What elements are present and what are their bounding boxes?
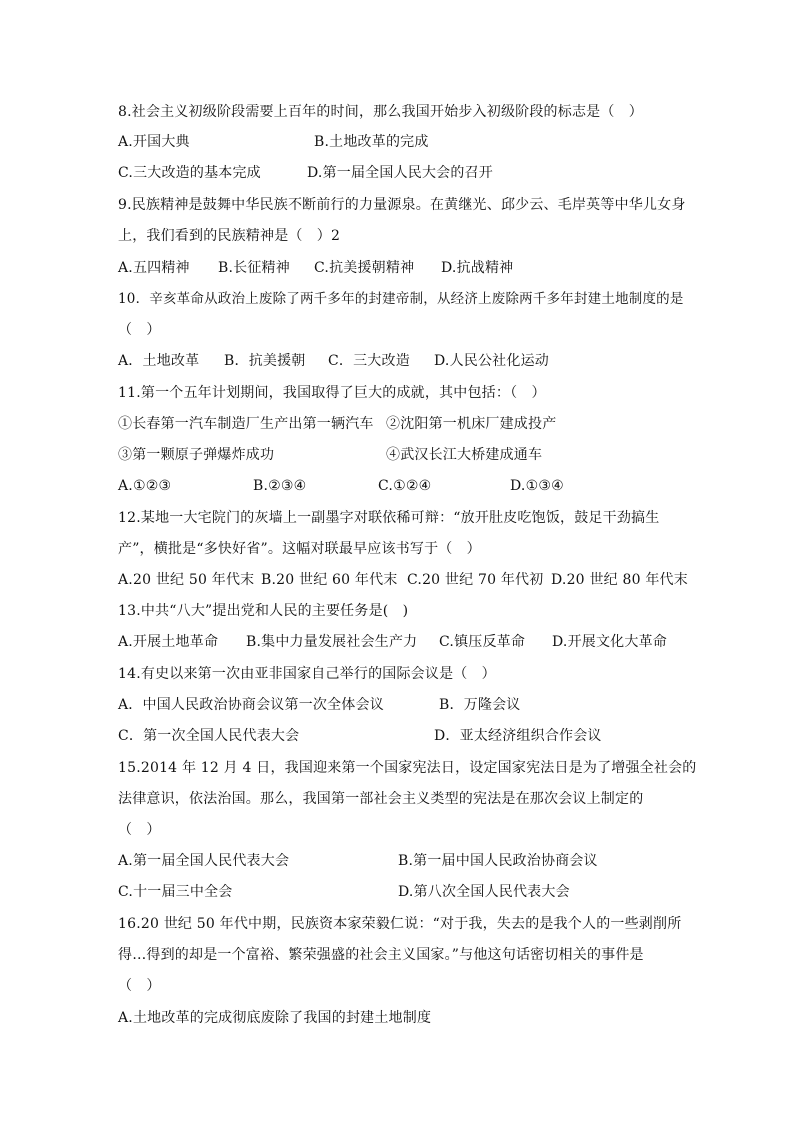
question-15-option-d: D.第八次全国人民代表大会 — [398, 884, 570, 900]
question-12-option-b: B.20 世纪 60 年代末 — [261, 572, 398, 588]
question-11-statement-1: ①长春第一汽车制造厂生产出第一辆汽车 — [118, 416, 374, 432]
question-15-stem-line-2: 法律意识，依法治国。那么，我国第一部社会主义类型的宪法是在那次会议上制定的 — [118, 791, 644, 807]
question-15-option-a: A.第一届全国人民代表大会 — [118, 853, 290, 869]
question-10-option-a: A．土地改革 — [118, 353, 200, 369]
question-8-options-row-1 — [118, 130, 698, 154]
question-11-option-d: D.①③④ — [510, 478, 564, 494]
question-15-options-row-2 — [118, 880, 698, 904]
question-16-stem-line-3: （ ） — [118, 978, 161, 994]
question-11-statements-row-2 — [118, 443, 698, 467]
question-11-statements-row-1 — [118, 412, 698, 436]
question-11-statement-3: ③第一颗原子弹爆炸成功 — [118, 447, 275, 463]
question-9-option-b: B.长征精神 — [218, 260, 290, 276]
question-9-option-c: C.抗美援朝精神 — [314, 260, 415, 276]
question-9-options — [118, 256, 698, 280]
question-9-stem-line-2: 上，我们看到的民族精神是（ ）2 — [118, 228, 341, 244]
question-13-option-b: B.集中力量发展社会生产力 — [246, 634, 418, 650]
question-12-stem-line-1: 12.某地一大宅院门的灰墙上一副墨字对联依稀可辩：“放开肚皮吃饱饭，鼓足干劲搞生 — [118, 510, 660, 526]
question-13-option-c: C.镇压反革命 — [439, 634, 526, 650]
question-9-option-d: D.抗战精神 — [441, 260, 514, 276]
question-13-stem: 13.中共“八大”提出党和人民的主要任务是( ) — [118, 603, 409, 619]
question-12-options — [118, 568, 698, 592]
question-14-options-row-1 — [118, 693, 698, 717]
question-11-stem: 11.第一个五年计划期间，我国取得了巨大的成就，其中包括：（ ） — [118, 385, 546, 401]
question-11-option-a: A.①②③ — [118, 478, 172, 494]
question-14-option-d: D．亚太经济组织合作会议 — [434, 728, 602, 744]
question-12-option-c: C.20 世纪 70 年代初 — [407, 572, 544, 588]
question-15-options-row-1 — [118, 849, 698, 873]
question-16-stem-line-2: 得…得到的却是一个富裕、繁荣强盛的社会主义国家。”与他这句话密切相关的事件是 — [118, 947, 644, 963]
question-11-option-b: B.②③④ — [253, 478, 307, 494]
question-13-option-d: D.开展文化大革命 — [552, 634, 667, 650]
question-10-option-b: B．抗美援朝 — [224, 353, 306, 369]
question-10-stem-line-2: （ ） — [118, 322, 161, 338]
question-9-stem-line-1: 9.民族精神是鼓舞中华民族不断前行的力量源泉。在黄继光、邱少云、毛岸英等中华儿女身 — [118, 197, 686, 213]
question-14-stem: 14.有史以来第一次由亚非国家自己举行的国际会议是（ ） — [118, 666, 496, 682]
question-14-option-a: A．中国人民政治协商会议第一次全体会议 — [118, 697, 384, 713]
question-10-option-c: C．三大改造 — [328, 353, 410, 369]
question-8-stem: 8.社会主义初级阶段需要上百年的时间，那么我国开始步入初级阶段的标志是（ ） — [118, 104, 643, 120]
question-13-options — [118, 630, 698, 654]
question-11-statement-2: ②沈阳第一机床厂建成投产 — [386, 416, 557, 432]
question-15-option-c: C.十一届三中全会 — [118, 884, 233, 900]
question-9-option-a: A.五四精神 — [118, 260, 190, 276]
question-15-option-b: B.第一届中国人民政治协商会议 — [398, 853, 598, 869]
question-8-option-d: D.第一届全国人民大会的召开 — [307, 165, 493, 181]
question-8-option-c: C.三大改造的基本完成 — [118, 165, 261, 181]
question-14-option-c: C．第一次全国人民代表大会 — [118, 728, 300, 744]
question-10-option-d: D.人民公社化运动 — [434, 353, 549, 369]
question-16-option-a: A.土地改革的完成彻底废除了我国的封建土地制度 — [118, 1010, 432, 1026]
question-15-stem-line-3: （ ） — [118, 822, 161, 838]
question-8-option-a: A.开国大典 — [118, 134, 190, 150]
question-14-option-b: B．万隆会议 — [439, 697, 521, 713]
question-13-option-a: A.开展土地革命 — [118, 634, 219, 650]
question-8-options-row-2 — [118, 161, 698, 185]
question-11-statement-4: ④武汉长江大桥建成通车 — [386, 447, 543, 463]
question-10-options — [118, 349, 698, 373]
question-11-option-c: C.①②④ — [378, 478, 432, 494]
question-12-stem-line-2: 产”，横批是“多快好省”。这幅对联最早应该书写于（ ） — [118, 541, 481, 557]
question-14-options-row-2 — [118, 724, 698, 748]
question-8-option-b: B.土地改革的完成 — [314, 134, 429, 150]
question-12-option-a: A.20 世纪 50 年代末 — [118, 572, 255, 588]
question-16-stem-line-1: 16.20 世纪 50 年代中期，民族资本家荣毅仁说：“对于我，失去的是我个人的一些剥削所 — [118, 916, 682, 932]
question-11-options — [118, 474, 698, 498]
question-15-stem-line-1: 15.2014 年 12 月 4 日，我国迎来第一个国家宪法日，设定国家宪法日是为了增强全社会的 — [118, 760, 697, 776]
question-12-option-d: D.20 世纪 80 年代末 — [551, 572, 688, 588]
question-10-stem-line-1: 10．辛亥革命从政治上废除了两千多年的封建帝制，从经济上废除两千多年封建土地制度的是 — [118, 291, 684, 307]
